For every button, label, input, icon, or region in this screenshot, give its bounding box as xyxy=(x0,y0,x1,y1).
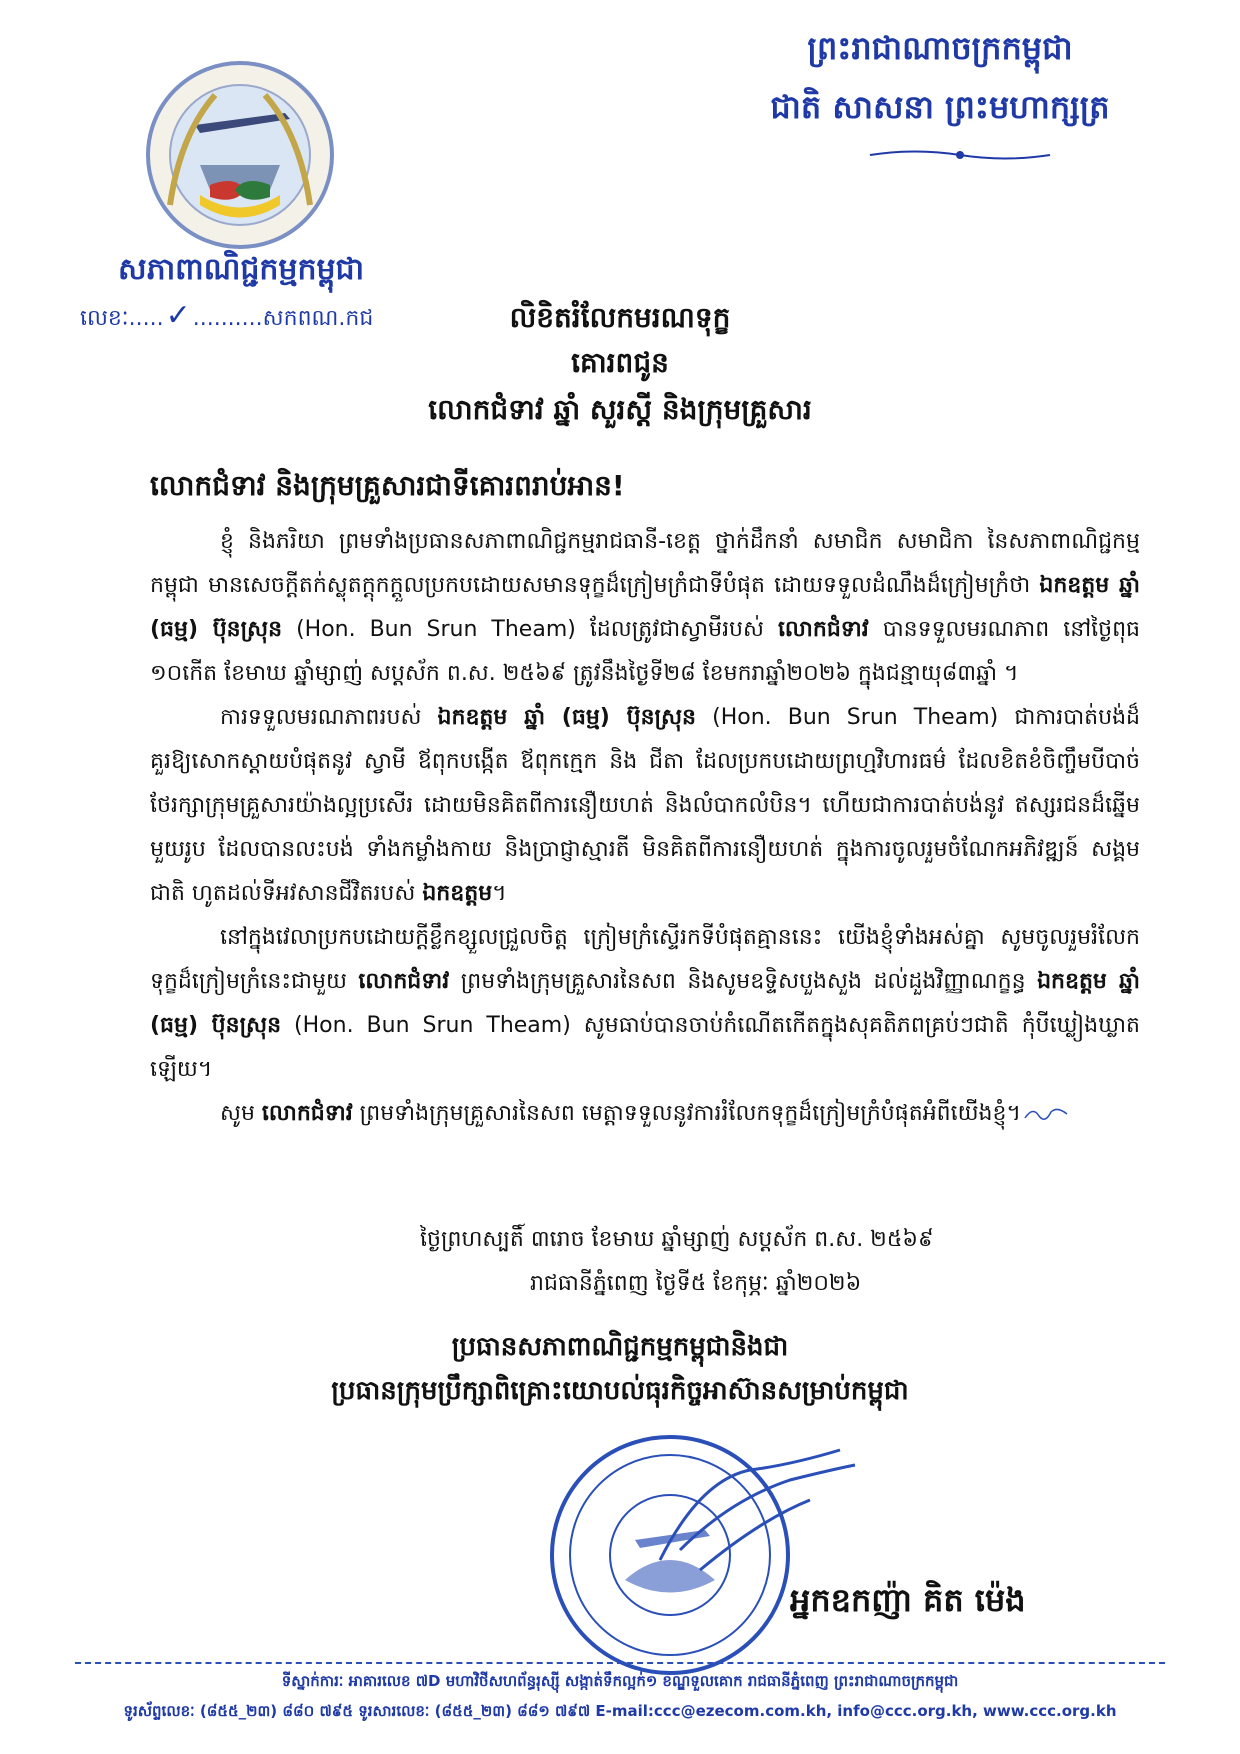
greeting: លោកជំទាវ និងក្រុមគ្រួសារជាទីគោរពរាប់អាន! xyxy=(150,469,625,502)
initials-signature-icon xyxy=(1021,1104,1071,1124)
signer-title xyxy=(0,1330,1240,1412)
signature-icon xyxy=(640,1440,870,1590)
letter-body xyxy=(150,520,1140,1136)
footer-divider xyxy=(75,1662,1165,1664)
solar-date: រាជធានីភ្នំពេញ ថ្ងៃទី៥ ខែកុម្ភៈ ឆ្នាំ២០២៦ xyxy=(530,1271,862,1296)
letter-recipient: លោកជំទាវ ឆ្នាំ សួរស្តី និងក្រុមគ្រួសារ xyxy=(428,393,812,426)
chamber-logo xyxy=(140,55,340,255)
ornament-divider-icon xyxy=(860,148,1060,162)
lunar-date: ថ្ងៃព្រហស្បតិ៍ ៣រោច ខែមាឃ ឆ្នាំម្សាញ់ សប្តស័ក ព.ស. ២៥៦៩ xyxy=(420,1227,934,1252)
kingdom-header xyxy=(740,28,1140,134)
letter-dates xyxy=(420,1218,1140,1306)
ref-suffix: ..........សកពណ.កជ xyxy=(192,306,374,331)
footer-contact: ទូរស័ព្ទលេខៈ (៨៥៥_២៣) ៨៨០ ៧៩៥ ទូរសារលេខៈ (៨៥៥_២៣) ៨៨១ ៧៩៧ E-mail:ccc@ezecom.com.kh, info@ccc.org.kh, www.ccc.org.kh xyxy=(123,1702,1117,1720)
check-mark-icon: ✓ xyxy=(165,298,191,333)
signer-title-line-2: ប្រធានក្រុមប្រឹក្សាពិគ្រោះយោបល់ធុរកិច្ចអាស៊ានសម្រាប់កម្ពុជា xyxy=(331,1376,909,1406)
letter-title: លិខិតរំលែកមរណទុក្ខ xyxy=(509,301,731,334)
signer-title-line-1: ប្រធានសភាពាណិជ្ជកម្មកម្ពុជានិងជា xyxy=(451,1332,789,1362)
paragraph-3: នៅក្នុងវេលាប្រកបដោយក្តីខ្លឹកខ្សួលជ្រួលចិត្ត ក្រៀមក្រំស្ទើរកទីបំផុតគ្មាននេះ យើងខ្ញុំទាំងអស់គ្នា សូមចូលរួមរំលែកទុក្ខដ៏ក្រៀមក្រំនេះជាមួយ លោកជំទាវ ព្រមទាំងក្រុមគ្រួសារនៃសព និងសូមឧទ្ទិសបួងសួង ដល់ដួងវិញ្ញាណក្ខន្ធ ឯកឧត្តម ឆ្នាំ (ធម្ម) ប៊ុនស្រុន (Hon. Bun Srun Theam) សូមធាប់បានចាប់កំណើតកើតក្នុងសុគតិភពគ្រប់ៗជាតិ កុំបីឃ្លៀងឃ្លាតឡើយ។ xyxy=(150,925,1141,1082)
kingdom-title: ព្រះរាជាណាចក្រកម្ពុជា xyxy=(807,29,1073,67)
paragraph-4: សូម លោកជំទាវ ព្រមទាំងក្រុមគ្រួសារនៃសព មេត្តាទទួលនូវការរំលែកទុក្ខដ៏ក្រៀមក្រំបំផុតអំពីយើងខ្ញុំ។ xyxy=(150,1092,1140,1136)
ref-prefix: លេខៈ..... xyxy=(80,306,164,331)
footer-address: ទីស្នាក់ការៈ អាគារលេខ ៧D មហាវិថីសហព័ន្ធរុស្ស៊ី សង្កាត់ទឹកល្អក់១ ខណ្ឌទួលគោក រាជធានីភ្នំពេញ ព្រះរាជាណាចក្រកម្ពុជា xyxy=(281,1672,959,1690)
kingdom-motto: ជាតិ សាសនា ព្រះមហាក្សត្រ xyxy=(770,88,1110,126)
paragraph-1: ខ្ញុំ និងភរិយា ព្រមទាំងប្រធានសភាពាណិជ្ជកម្មរាជធានី-ខេត្ត ថ្នាក់ដឹកនាំ សមាជិក សមាជិកា នៃសភាពាណិជ្ជកម្មកម្ពុជា មានសេចក្តីតក់ស្លុតក្តុកក្តួលប្រកបដោយសមានទុក្ខដ៏ក្រៀមក្រំជាទីបំផុត ដោយទទួលដំណឹងដ៏ក្រៀមក្រំថា ឯកឧត្តម ឆ្នាំ (ធម្ម) ប៊ុនស្រុន (Hon. Bun Srun Theam) ដែលត្រូវជាស្វាមីរបស់ លោកជំទាវ បានទទួលមរណភាព នៅថ្ងៃពុធ ១០កើត ខែមាឃ ឆ្នាំម្សាញ់ សប្តស័ក ព.ស. ២៥៦៩ ត្រូវនឹងថ្ងៃទី២៨ ខែមករាឆ្នាំ២០២៦ ក្នុងជន្មាយុ៨៣ឆ្នាំ ។ xyxy=(150,529,1141,686)
paragraph-2: ការទទួលមរណភាពរបស់ ឯកឧត្តម ឆ្នាំ (ធម្ម) ប៊ុនស្រុន (Hon. Bun Srun Theam) ជាការបាត់បង់ដ៏គួរឱ្យសោកស្តាយបំផុតនូវ ស្វាមី ឪពុកបង្កើត ឪពុកក្មេក និង ជីតា ដែលប្រកបដោយព្រហ្មវិហារធម៌ ដែលខិតខំចិញ្ចឹមបីបាច់ថែរក្សាក្រុមគ្រួសារយ៉ាងល្អប្រសើរ ដោយមិនគិតពីការនឿយហត់ និងលំបាកលំបិន។ ហើយជាការបាត់បង់នូវ ឥស្សរជនដ៏ឆ្នើមមួយរូប ដែលបានលះបង់ ទាំងកម្លាំងកាយ និងប្រាជ្ញាស្មារតី មិនគិតពីការនឿយហត់ ក្នុងការចូលរួមចំណែកអភិវឌ្ឍន៍ សង្គមជាតិ ហូតដល់ទីអវសានជីវិតរបស់ ឯកឧត្តម។ xyxy=(150,705,1140,906)
org-name: សភាពាណិជ្ជកម្មកម្ពុជា xyxy=(118,252,365,287)
letter-to: គោរពជូន xyxy=(571,346,669,379)
signer-name: អ្នកឧកញ៉ា គិត ម៉េង xyxy=(790,1581,1026,1619)
